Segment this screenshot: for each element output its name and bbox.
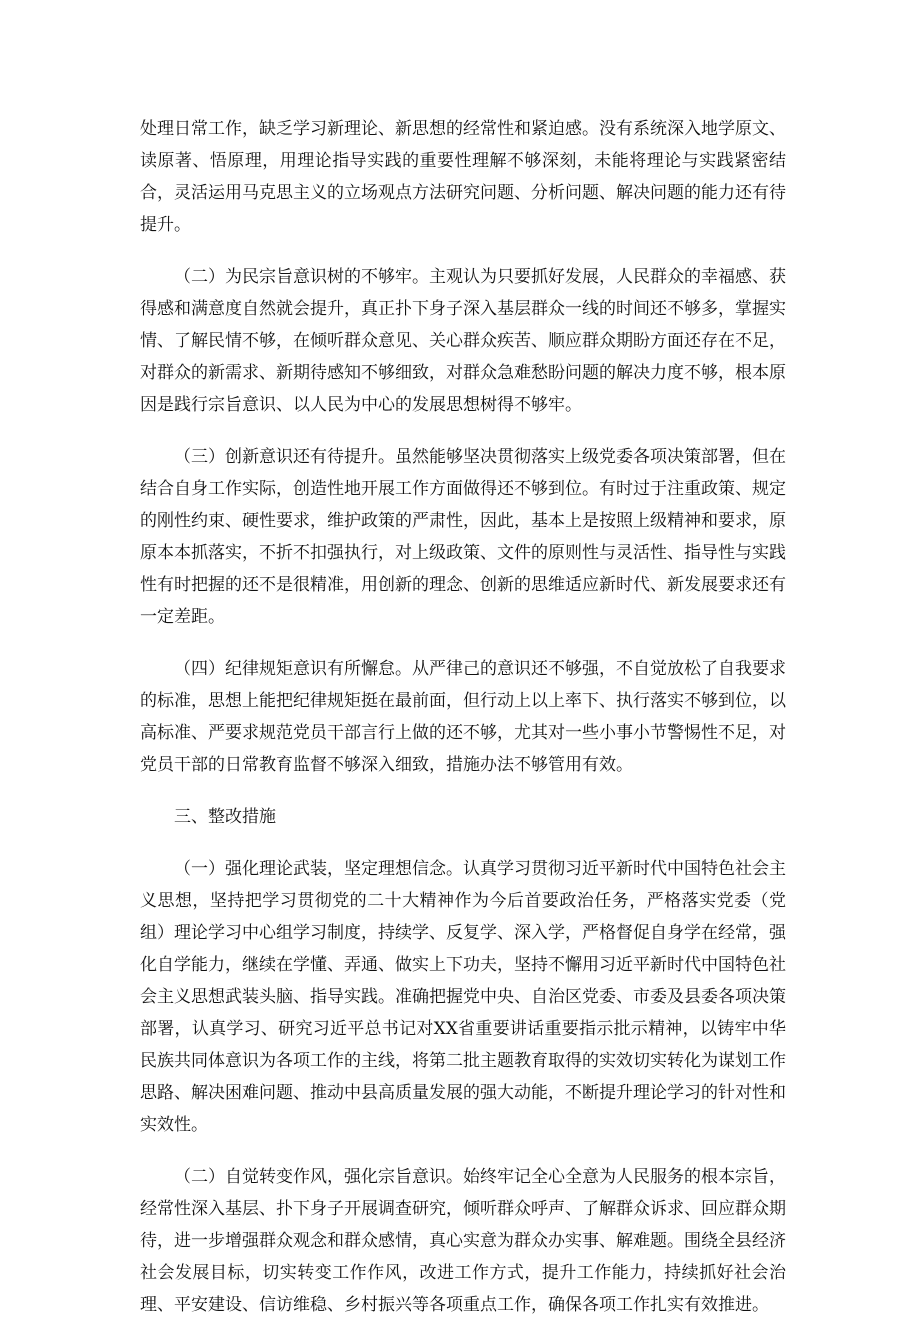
paragraph-item-2: （二）为民宗旨意识树的不够牢。主观认为只要抓好发展，人民群众的幸福感、获得感和满意度自然就会提升，真正扑下身子深入基层群众一线的时间还不够多，掌握实情、了解民情不够，在倾听群众意见、关心群众疾苦、顺应群众期盼方面还存在不足，对群众的新需求、新期待感知不够细致，对群众急难愁盼问题的解决力度不够，根本原因是践行宗旨意识、以人民为中心的发展思想树得不够牢。 [140,267,786,415]
paragraph-item-3: （三）创新意识还有待提升。虽然能够坚决贯彻落实上级党委各项决策部署，但在结合自身工作实际，创造性地开展工作方面做得还不够到位。有时过于注重政策、规定的刚性约束、硬性要求，维护政策的严肃性，因此，基本上是按照上级精神和要求，原原本本抓落实，不折不扣强执行，对上级政策、文件的原则性与灵活性、指导性与实践性有时把握的还不是很精准，用创新的理念、创新的思维适应新时代、新发展要求还有一定差距。 [140,447,786,627]
paragraph-measure-2: （二）自觉转变作风，强化宗旨意识。始终牢记全心全意为人民服务的根本宗旨，经常性深入基层、扑下身子开展调查研究，倾听群众呼声、了解群众诉求、回应群众期待，进一步增强群众观念和群众感情，真心实意为群众办实事、解难题。围绕全县经济社会发展目标，切实转变工作作风，改进工作方式，提升工作能力，持续抓好社会治理、平安建设、信访维稳、乡村振兴等各项重点工作，确保各项工作扎实有效推进。 [140,1167,786,1315]
paragraph-continuation: 处理日常工作，缺乏学习新理论、新思想的经常性和紧迫感。没有系统深入地学原文、读原著、悟原理，用理论指导实践的重要性理解不够深刻，未能将理论与实践紧密结合，灵活运用马克思主义的立场观点方法研究问题、分析问题、解决问题的能力还有待提升。 [140,119,786,235]
paragraph-item-4: （四）纪律规矩意识有所懈怠。从严律己的意识还不够强，不自觉放松了自我要求的标准，思想上能把纪律规矩挺在最前面，但行动上以上率下、执行落实不够到位，以高标准、严要求规范党员干部言行上做的还不够，尤其对一些小事小节警惕性不足，对党员干部的日常教育监督不够深入细致，措施办法不够管用有效。 [140,659,786,775]
paragraph-measure-1: （一）强化理论武装，坚定理想信念。认真学习贯彻习近平新时代中国特色社会主义思想，坚持把学习贯彻党的二十大精神作为今后首要政治任务，严格落实党委（党组）理论学习中心组学习制度，持续学、反复学、深入学，严格督促自身学在经常，强化自学能力，继续在学懂、弄通、做实上下功夫，坚持不懈用习近平新时代中国特色社会主义思想武装头脑、指导实践。准确把握党中央、自治区党委、市委及县委各项决策部署，认真学习、研究习近平总书记对XX省重要讲话重要指示批示精神，以铸牢中华民族共同体意识为各项工作的主线，将第二批主题教育取得的实效切实转化为谋划工作思路、解决困难问题、推动中县高质量发展的强大动能，不断提升理论学习的针对性和实效性。 [140,859,786,1135]
section-heading-rectification: 三、整改措施 [174,807,276,827]
document-body [140,113,786,1341]
